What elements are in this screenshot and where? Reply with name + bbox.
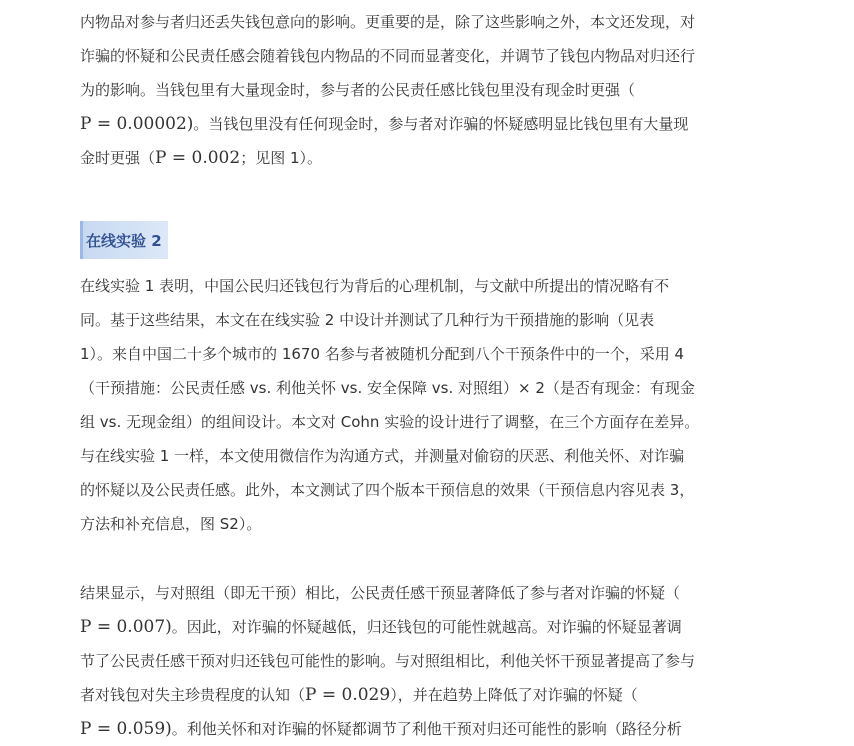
text-line: 方法和补充信息，图 S2）。	[80, 515, 262, 533]
text-line	[80, 712, 760, 746]
p-value: P = 0.007)	[80, 617, 172, 637]
text-line	[80, 141, 760, 175]
text-line	[80, 107, 760, 141]
text-fragment: 。当钱包里没有任何现金时，参与者对诈骗的怀疑感明显比钱包里有大量现	[193, 115, 689, 133]
paragraph-online-experiment-2	[80, 269, 760, 541]
p-value: P = 0.002	[155, 148, 241, 168]
paragraph-results	[80, 576, 760, 746]
text-fragment: 者对钱包对失主珍贵程度的认知（	[80, 686, 306, 704]
text-line: 在线实验 1 表明，中国公民归还钱包行为背后的心理机制，与文献中所提出的情况略有不	[80, 277, 670, 295]
text-fragment: ），并在趋势上降低了对诈骗的怀疑（	[390, 686, 638, 704]
text-line: 的怀疑以及公民责任感。此外，本文测试了四个版本干预信息的效果（干预信息内容见表 3，	[80, 481, 695, 499]
text-fragment: ；见图 1）。	[240, 149, 322, 167]
text-line: 1）。来自中国二十多个城市的 1670 名参与者被随机分配到八个干预条件中的一个，采用 4	[80, 345, 685, 363]
section-heading	[80, 221, 168, 259]
section-heading-label: 在线实验 2	[86, 231, 162, 250]
paragraph-wallet-contents	[80, 5, 760, 175]
text-line: 与在线实验 1 一样，本文使用微信作为沟通方式，并测量对偷窃的厌恶、利他关怀、对诈骗	[80, 447, 685, 465]
p-value: P = 0.029	[305, 685, 391, 705]
text-line: 结果显示，与对照组（即无干预）相比，公民责任感干预显著降低了参与者对诈骗的怀疑（	[80, 584, 681, 602]
text-line: 为的影响。当钱包里有大量现金时，参与者的公民责任感比钱包里没有现金时更强（	[80, 81, 636, 99]
text-line: 诈骗的怀疑和公民责任感会随着钱包内物品的不同而显著变化，并调节了钱包内物品对归还行	[80, 47, 696, 65]
text-line: 组 vs. 无现金组）的组间设计。本文对 Cohn 实验的设计进行了调整，在三个方面存在差异。	[80, 413, 700, 431]
text-fragment: 。因此，对诈骗的怀疑越低，归还钱包的可能性就越高。对诈骗的怀疑显著调	[171, 618, 682, 636]
text-line	[80, 610, 760, 644]
text-line: 同。基于这些结果，本文在在线实验 2 中设计并测试了几种行为干预措施的影响（见表	[80, 311, 655, 329]
p-value: P = 0.00002)	[80, 114, 194, 134]
text-line: 节了公民责任感干预对归还钱包可能性的影响。与对照组相比，利他关怀干预显著提高了参与	[80, 652, 696, 670]
text-line: 内物品对参与者归还丢失钱包意向的影响。更重要的是，除了这些影响之外，本文还发现，对	[80, 13, 696, 31]
text-line: （干预措施：公民责任感 vs. 利他关怀 vs. 安全保障 vs. 对照组）× 2（是否有现金：有现金	[80, 379, 695, 397]
text-line	[80, 678, 760, 712]
text-fragment: 。利他关怀和对诈骗的怀疑都调节了利他干预对归还可能性的影响（路径分析	[171, 720, 682, 738]
p-value: P = 0.059)	[80, 719, 172, 739]
text-fragment: 金时更强（	[80, 149, 156, 167]
